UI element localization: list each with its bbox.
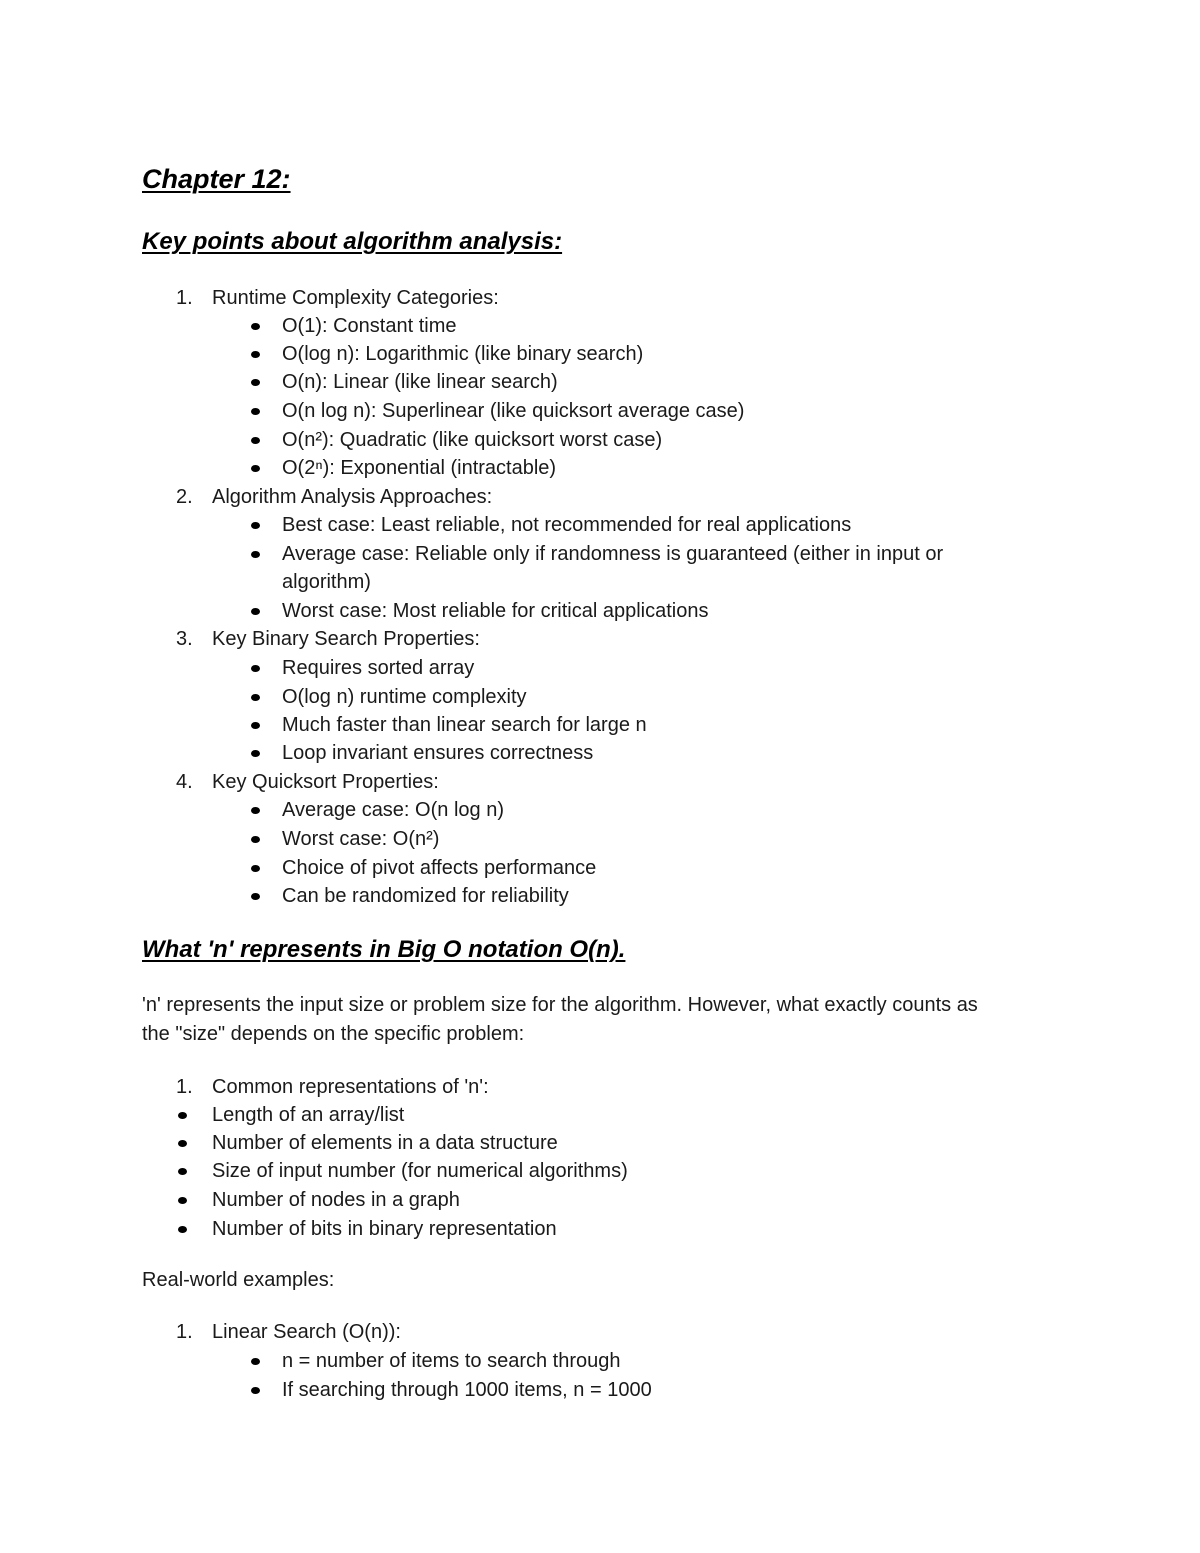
chapter-title: Chapter 12: [142,164,291,194]
bullet-icon [251,465,260,472]
bullet-icon [251,551,260,558]
bullet-text: Much faster than linear search for large n [282,714,647,736]
bullet-text: O(2ⁿ): Exponential (intractable) [282,457,557,479]
bullet-icon [251,750,260,757]
bullet-text: Number of nodes in a graph [212,1189,460,1211]
bullet-icon [251,694,260,701]
bullet-text: Best case: Least reliable, not recommended for real applications [282,514,852,536]
list-item-label: Linear Search (O(n)): [212,1321,401,1343]
bullet-icon [251,522,260,529]
list-number: 1. [176,1321,193,1343]
bullet-text: Length of an array/list [212,1104,405,1126]
bullet-text: Number of elements in a data structure [212,1132,558,1154]
list-item-label: Key Binary Search Properties: [212,628,480,650]
bullet-icon [251,351,260,358]
bullet-text: O(n): Linear (like linear search) [282,371,558,393]
bullet-icon [251,836,260,843]
examples-label: Real-world examples: [142,1269,335,1291]
paragraph-line: 'n' represents the input size or problem size for the algorithm. However, what exactly counts as [142,994,978,1016]
bullet-text: Worst case: O(n²) [282,828,440,850]
bullet-icon [251,1387,260,1394]
section-heading-key-points: Key points about algorithm analysis: [142,228,563,255]
list-item-label: Key Quicksort Properties: [212,771,439,793]
bullet-text: Number of bits in binary representation [212,1218,557,1240]
bullet-text: Loop invariant ensures correctness [282,742,594,764]
list-item-label: Common representations of 'n': [212,1076,489,1098]
bullet-icon [178,1226,187,1233]
bullet-text: Average case: Reliable only if randomness is guaranteed (either in input or [282,543,944,565]
bullet-icon [251,1358,260,1365]
paragraph-line: the "size" depends on the specific problem: [142,1023,525,1045]
section-heading-big-o-n: What 'n' represents in Big O notation O(n). [142,936,626,963]
list-number: 1. [176,287,193,309]
bullet-icon [178,1140,187,1147]
bullet-text: O(log n) runtime complexity [282,686,527,708]
bullet-icon [251,722,260,729]
bullet-text: O(n²): Quadratic (like quicksort worst case) [282,429,663,451]
bullet-icon [178,1168,187,1175]
bullet-icon [251,379,260,386]
bullet-text: O(log n): Logarithmic (like binary search) [282,343,644,365]
list-item-label: Algorithm Analysis Approaches: [212,486,493,508]
bullet-icon [251,408,260,415]
bullet-text: O(1): Constant time [282,315,457,337]
bullet-icon [251,893,260,900]
bullet-icon [251,608,260,615]
bullet-icon [178,1197,187,1204]
bullet-text: If searching through 1000 items, n = 1000 [282,1379,652,1401]
bullet-text: Requires sorted array [282,657,475,679]
bullet-icon [251,807,260,814]
bullet-text: Size of input number (for numerical algorithms) [212,1160,628,1182]
bullet-text: Average case: O(n log n) [282,799,504,821]
list-item-label: Runtime Complexity Categories: [212,287,499,309]
list-number: 3. [176,628,193,650]
list-number: 4. [176,771,193,793]
bullet-icon [251,437,260,444]
bullet-icon [251,865,260,872]
bullet-icon [251,665,260,672]
bullet-text: n = number of items to search through [282,1350,621,1372]
bullet-text: Worst case: Most reliable for critical applications [282,600,709,622]
bullet-text: O(n log n): Superlinear (like quicksort average case) [282,400,745,422]
list-number: 2. [176,486,193,508]
bullet-text: Can be randomized for reliability [282,885,569,907]
bullet-icon [178,1112,187,1119]
bullet-text-continuation: algorithm) [282,571,371,593]
bullet-icon [251,323,260,330]
list-number: 1. [176,1076,193,1098]
bullet-text: Choice of pivot affects performance [282,857,597,879]
